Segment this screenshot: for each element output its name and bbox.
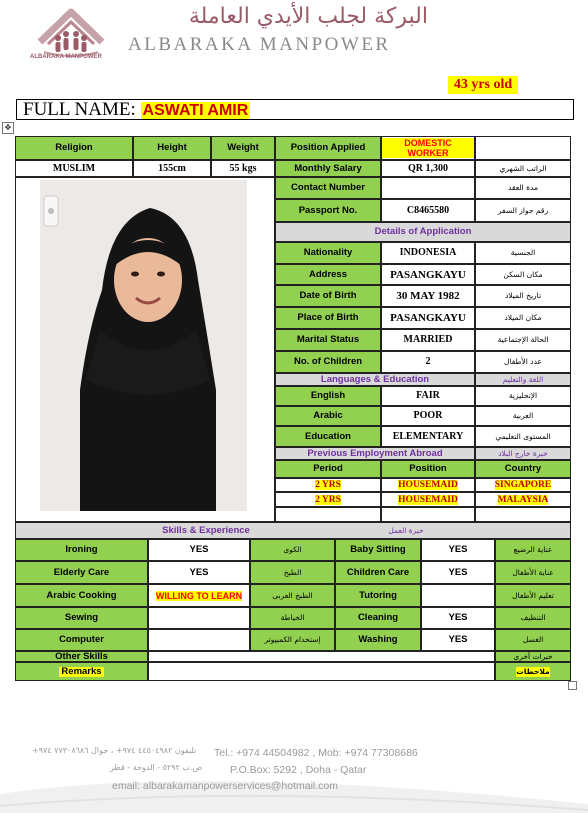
company-name-arabic: البركة لجلب الأيدي العاملة <box>188 4 428 29</box>
skills-header-label: Skills & Experience <box>162 524 250 536</box>
place-of-birth-value: PASANGKAYU <box>381 307 475 329</box>
tutoring-label: Tutoring <box>335 584 421 607</box>
elderly-care-value: YES <box>148 561 250 584</box>
details-header: Details of Application <box>275 222 571 242</box>
washing-label: Washing <box>335 629 421 651</box>
footer-po-box-arabic: ص.ب ٥٢٩٢ - الدوحة - قطر <box>110 763 203 772</box>
remarks-arabic: ملاحظات <box>516 666 550 676</box>
footer-email: email: albarakamanpowerservices@hotmail.com <box>112 780 338 792</box>
passport-arabic: رقم جواز السفر <box>475 199 571 222</box>
address-label: Address <box>275 264 381 285</box>
full-name-row <box>16 99 574 120</box>
passport-label: Passport No. <box>275 199 381 222</box>
children-label: No. of Children <box>275 351 381 373</box>
languages-header: Languages & Education <box>275 373 475 386</box>
arabic-cooking-arabic: الطبخ العربى <box>250 584 335 607</box>
skills-header <box>15 522 571 539</box>
full-name-label: FULL NAME: <box>23 99 136 120</box>
other-skills-value <box>148 651 495 662</box>
marital-status-arabic: الحالة الإجتماعية <box>475 329 571 351</box>
place-of-birth-arabic: مكان الميلاد <box>475 307 571 329</box>
employment-country-empty <box>475 507 571 522</box>
remarks-arabic-cell <box>495 662 571 681</box>
baby-sitting-label: Baby Sitting <box>335 539 421 561</box>
employment-period-empty <box>275 507 381 522</box>
nationality-arabic: الجنسية <box>475 242 571 264</box>
baby-sitting-value: YES <box>421 539 495 561</box>
nationality-label: Nationality <box>275 242 381 264</box>
height-label: Height <box>133 136 211 160</box>
sewing-label: Sewing <box>15 607 148 629</box>
monthly-salary-label: Monthly Salary <box>275 160 381 177</box>
table-move-handle-icon[interactable]: ✥ <box>2 122 14 134</box>
employment-position: HOUSEMAID <box>381 492 475 507</box>
english-arabic: الإنجليزية <box>475 386 571 406</box>
weight-value: 55 kgs <box>211 160 275 177</box>
weight-label: Weight <box>211 136 275 160</box>
cleaning-arabic: التنظيف <box>495 607 571 629</box>
footer-contact-arabic: تليفون ٤٤٥٠٤٩٨٢ ٩٧٤+ ، جوال ٧٧٣٠٨٦٨٦ ٩٧٤+ <box>32 746 197 755</box>
baby-sitting-arabic: عناية الرضيع <box>495 539 571 561</box>
position-applied-label: Position Applied <box>275 136 381 160</box>
footer-contact: Tel.: +974 44504982 , Mob: +974 77308686 <box>214 747 418 759</box>
education-label: Education <box>275 426 381 447</box>
employment-header-arabic: خبرة خارج البلاد <box>475 447 571 460</box>
contact-number-label: Contact Number <box>275 177 381 199</box>
sewing-arabic: الخياطة <box>250 607 335 629</box>
languages-header-arabic: اللغة والتعليم <box>475 373 571 386</box>
washing-arabic: الغسل <box>495 629 571 651</box>
position-applied-arabic-cell <box>475 136 571 160</box>
height-value: 155cm <box>133 160 211 177</box>
country-column-header: Country <box>475 460 571 478</box>
employment-period: 2 YRS <box>275 492 381 507</box>
table-resize-handle[interactable] <box>568 681 577 690</box>
arabic-cooking-value: WILLING TO LEARN <box>148 584 250 607</box>
footer-po-box: P.O.Box: 5292 , Doha - Qatar <box>230 764 367 776</box>
age-badge: 43 yrs old <box>448 76 518 94</box>
place-of-birth-label: Place of Birth <box>275 307 381 329</box>
employment-country: MALAYSIA <box>475 492 571 507</box>
english-label: English <box>275 386 381 406</box>
address-value: PASANGKAYU <box>381 264 475 285</box>
marital-status-label: Marital Status <box>275 329 381 351</box>
computer-label: Computer <box>15 629 148 651</box>
children-care-arabic: عناية الأطفال <box>495 561 571 584</box>
children-care-value: YES <box>421 561 495 584</box>
period-column-header: Period <box>275 460 381 478</box>
computer-arabic: إستخدام الكمبيوتر <box>250 629 335 651</box>
logo-caption: ALBARAKA MANPOWER <box>30 54 102 60</box>
monthly-salary-arabic: الراتب الشهري <box>475 160 571 177</box>
contact-number-arabic: مدة العقد <box>475 177 571 199</box>
elderly-care-label: Elderly Care <box>15 561 148 584</box>
tutoring-value <box>421 584 495 607</box>
position-column-header: Position <box>381 460 475 478</box>
employment-header: Previous Employment Abroad <box>275 447 475 460</box>
arabic-label: Arabic <box>275 406 381 426</box>
cleaning-label: Cleaning <box>335 607 421 629</box>
employment-period: 2 YRS <box>275 478 381 492</box>
tutoring-arabic: تعليم الأطفال <box>495 584 571 607</box>
sewing-value <box>148 607 250 629</box>
position-applied-value: DOMESTIC WORKER <box>381 136 475 160</box>
computer-value <box>148 629 250 651</box>
ironing-value: YES <box>148 539 250 561</box>
remarks-label-cell <box>15 662 148 681</box>
religion-label: Religion <box>15 136 133 160</box>
ironing-label: Ironing <box>15 539 148 561</box>
employment-position: HOUSEMAID <box>381 478 475 492</box>
arabic-value: POOR <box>381 406 475 426</box>
remarks-value <box>148 662 495 681</box>
passport-value: C8465580 <box>381 199 475 222</box>
other-skills-label: Other Skills <box>15 651 148 662</box>
date-of-birth-arabic: تاريخ الميلاد <box>475 285 571 307</box>
arabic-cooking-label: Arabic Cooking <box>15 584 148 607</box>
full-name-value: ASWATI AMIR <box>142 102 249 119</box>
remarks-label: Remarks <box>61 665 102 677</box>
nationality-value: INDONESIA <box>381 242 475 264</box>
company-name: ALBARAKA MANPOWER <box>128 34 391 55</box>
skills-header-arabic: خبرة العمل <box>388 525 424 535</box>
cleaning-value: YES <box>421 607 495 629</box>
date-of-birth-value: 30 MAY 1982 <box>381 285 475 307</box>
children-arabic: عدد الأطفال <box>475 351 571 373</box>
letterhead-footer <box>0 716 588 813</box>
arabic-arabic: العربية <box>475 406 571 426</box>
children-care-label: Children Care <box>335 561 421 584</box>
address-arabic: مكان السكن <box>475 264 571 285</box>
washing-value: YES <box>421 629 495 651</box>
contact-number-value <box>381 177 475 199</box>
children-value: 2 <box>381 351 475 373</box>
english-value: FAIR <box>381 386 475 406</box>
elderly-care-arabic: الطبخ <box>250 561 335 584</box>
education-value: ELEMENTARY <box>381 426 475 447</box>
date-of-birth-label: Date of Birth <box>275 285 381 307</box>
employment-country: SINGAPORE <box>475 478 571 492</box>
education-arabic: المستوى التعليمي <box>475 426 571 447</box>
marital-status-value: MARRIED <box>381 329 475 351</box>
religion-value: MUSLIM <box>15 160 133 177</box>
employment-position-empty <box>381 507 475 522</box>
monthly-salary-value: QR 1,300 <box>381 160 475 177</box>
applicant-photo <box>40 180 247 511</box>
ironing-arabic: الكوى <box>250 539 335 561</box>
other-skills-arabic: خبرات أخرى <box>495 651 571 662</box>
